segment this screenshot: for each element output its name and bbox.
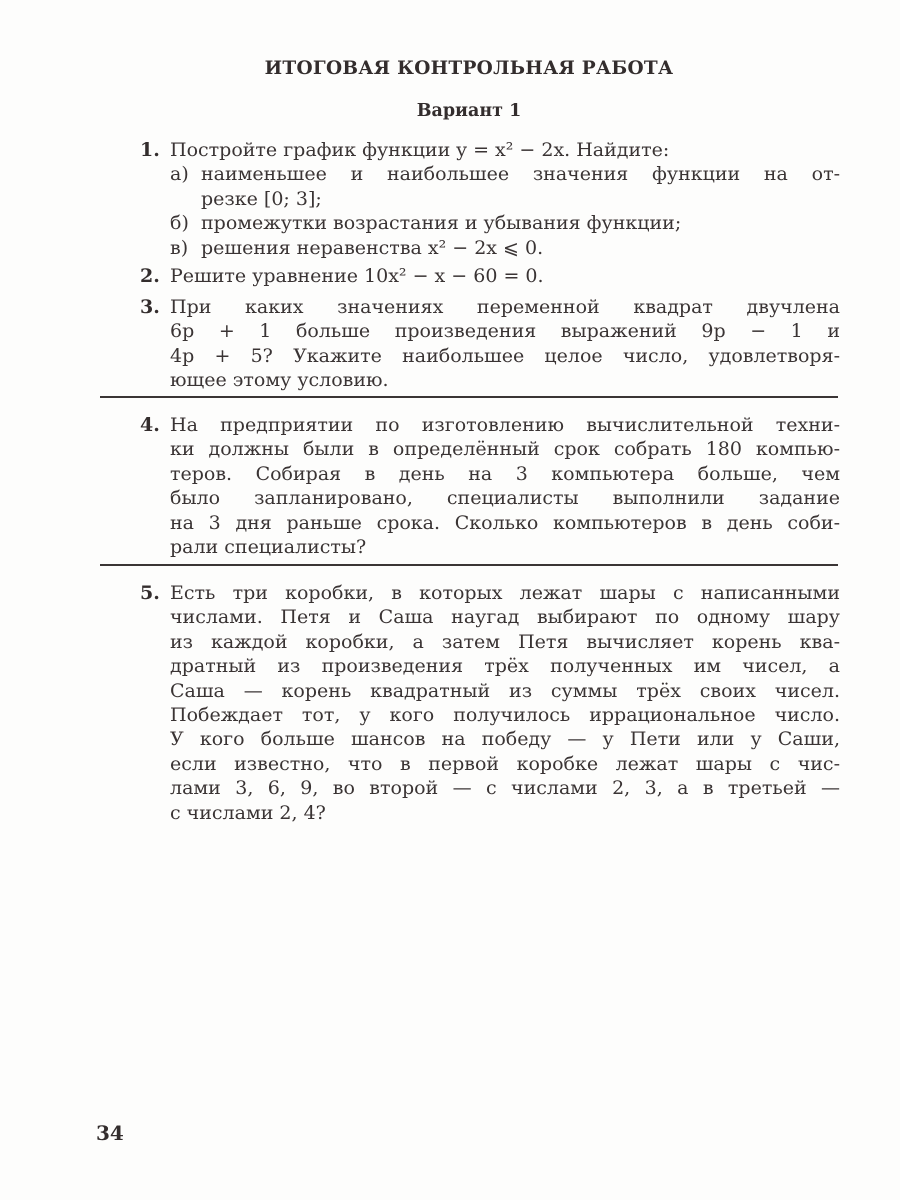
subitem-a xyxy=(170,162,840,211)
subitem-label: б) xyxy=(170,212,189,235)
problem-text-line: 6p + 1 больше произведения выражений 9p − 1 и xyxy=(170,320,840,343)
problem-text-line: У кого больше шансов на победу — у Пети или у Саши, xyxy=(170,728,840,751)
problem-2 xyxy=(140,264,840,288)
problem-text-line: ющее этому условию. xyxy=(170,369,389,392)
problem-text-line: 4p + 5? Укажите наибольшее целое число, удовлетворя- xyxy=(170,344,840,367)
problem-text-line: рали специалисты? xyxy=(170,536,367,559)
problem-4 xyxy=(140,413,840,559)
problem-text-line: Постройте график функции y = x² − 2x. Найдите: xyxy=(170,139,670,161)
problem-text-line: Побеждает тот, у кого получилось иррациональное число. xyxy=(170,704,840,727)
problem-text-line: Саша — корень квадратный из суммы трёх своих чисел. xyxy=(170,679,840,702)
problem-number: 1. xyxy=(140,139,160,161)
subitem-label: в) xyxy=(170,236,189,259)
variant-title: Вариант 1 xyxy=(416,101,522,121)
subitem-label: а) xyxy=(170,163,189,186)
section-divider xyxy=(100,396,838,398)
section-divider xyxy=(100,564,838,566)
problem-text-line: теров. Собирая в день на 3 компьютера больше, чем xyxy=(170,462,840,485)
subitem-text-line: резке [0; 3]; xyxy=(201,187,322,210)
problem-1 xyxy=(140,138,840,260)
subitem-text-line: промежутки возрастания и убывания функции; xyxy=(201,212,682,235)
problem-text-line: лами 3, 6, 9, во второй — с числами 2, 3, а в третьей — xyxy=(170,777,840,800)
problem-text-line: ки должны были в определённый срок собрать 180 компью- xyxy=(170,438,840,461)
problem-3 xyxy=(140,295,840,393)
problem-text-line: Есть три коробки, в которых лежат шары с написанными xyxy=(170,582,840,604)
subitem-b xyxy=(170,211,840,235)
problem-number: 3. xyxy=(140,296,160,318)
problem-text-line: При каких значениях переменной квадрат двучлена xyxy=(170,296,840,318)
problem-5 xyxy=(140,581,840,825)
problem-number: 5. xyxy=(140,582,160,604)
subitem-c xyxy=(170,236,840,260)
problem-text-line: На предприятии по изготовлению вычислительной техни- xyxy=(170,414,840,436)
subitem-text-line: наименьшее и наибольшее значения функции на от- xyxy=(201,163,840,186)
problem-text-line: если известно, что в первой коробке лежат шары с чис- xyxy=(170,752,840,775)
problem-text-line: на 3 дня раньше срока. Сколько компьютеров в день соби- xyxy=(170,511,840,534)
problem-text-line: числами. Петя и Саша наугад выбирают по одному шару xyxy=(170,606,840,629)
problem-number: 2. xyxy=(140,265,160,287)
page-title: ИТОГОВАЯ КОНТРОЛЬНАЯ РАБОТА xyxy=(264,58,674,79)
page-number: 34 xyxy=(96,1121,124,1145)
problem-text-line: Решите уравнение 10x² − x − 60 = 0. xyxy=(170,265,544,287)
subitem-text-line: решения неравенства x² − 2x ⩽ 0. xyxy=(201,236,544,259)
problem-text-line: с числами 2, 4? xyxy=(170,801,326,824)
problem-text-line: дратный из произведения трёх полученных им чисел, а xyxy=(170,655,840,678)
problem-text-line: было запланировано, специалисты выполнили задание xyxy=(170,487,840,510)
problem-number: 4. xyxy=(140,414,160,436)
problem-text-line: из каждой коробки, а затем Петя вычисляет корень ква- xyxy=(170,630,840,653)
